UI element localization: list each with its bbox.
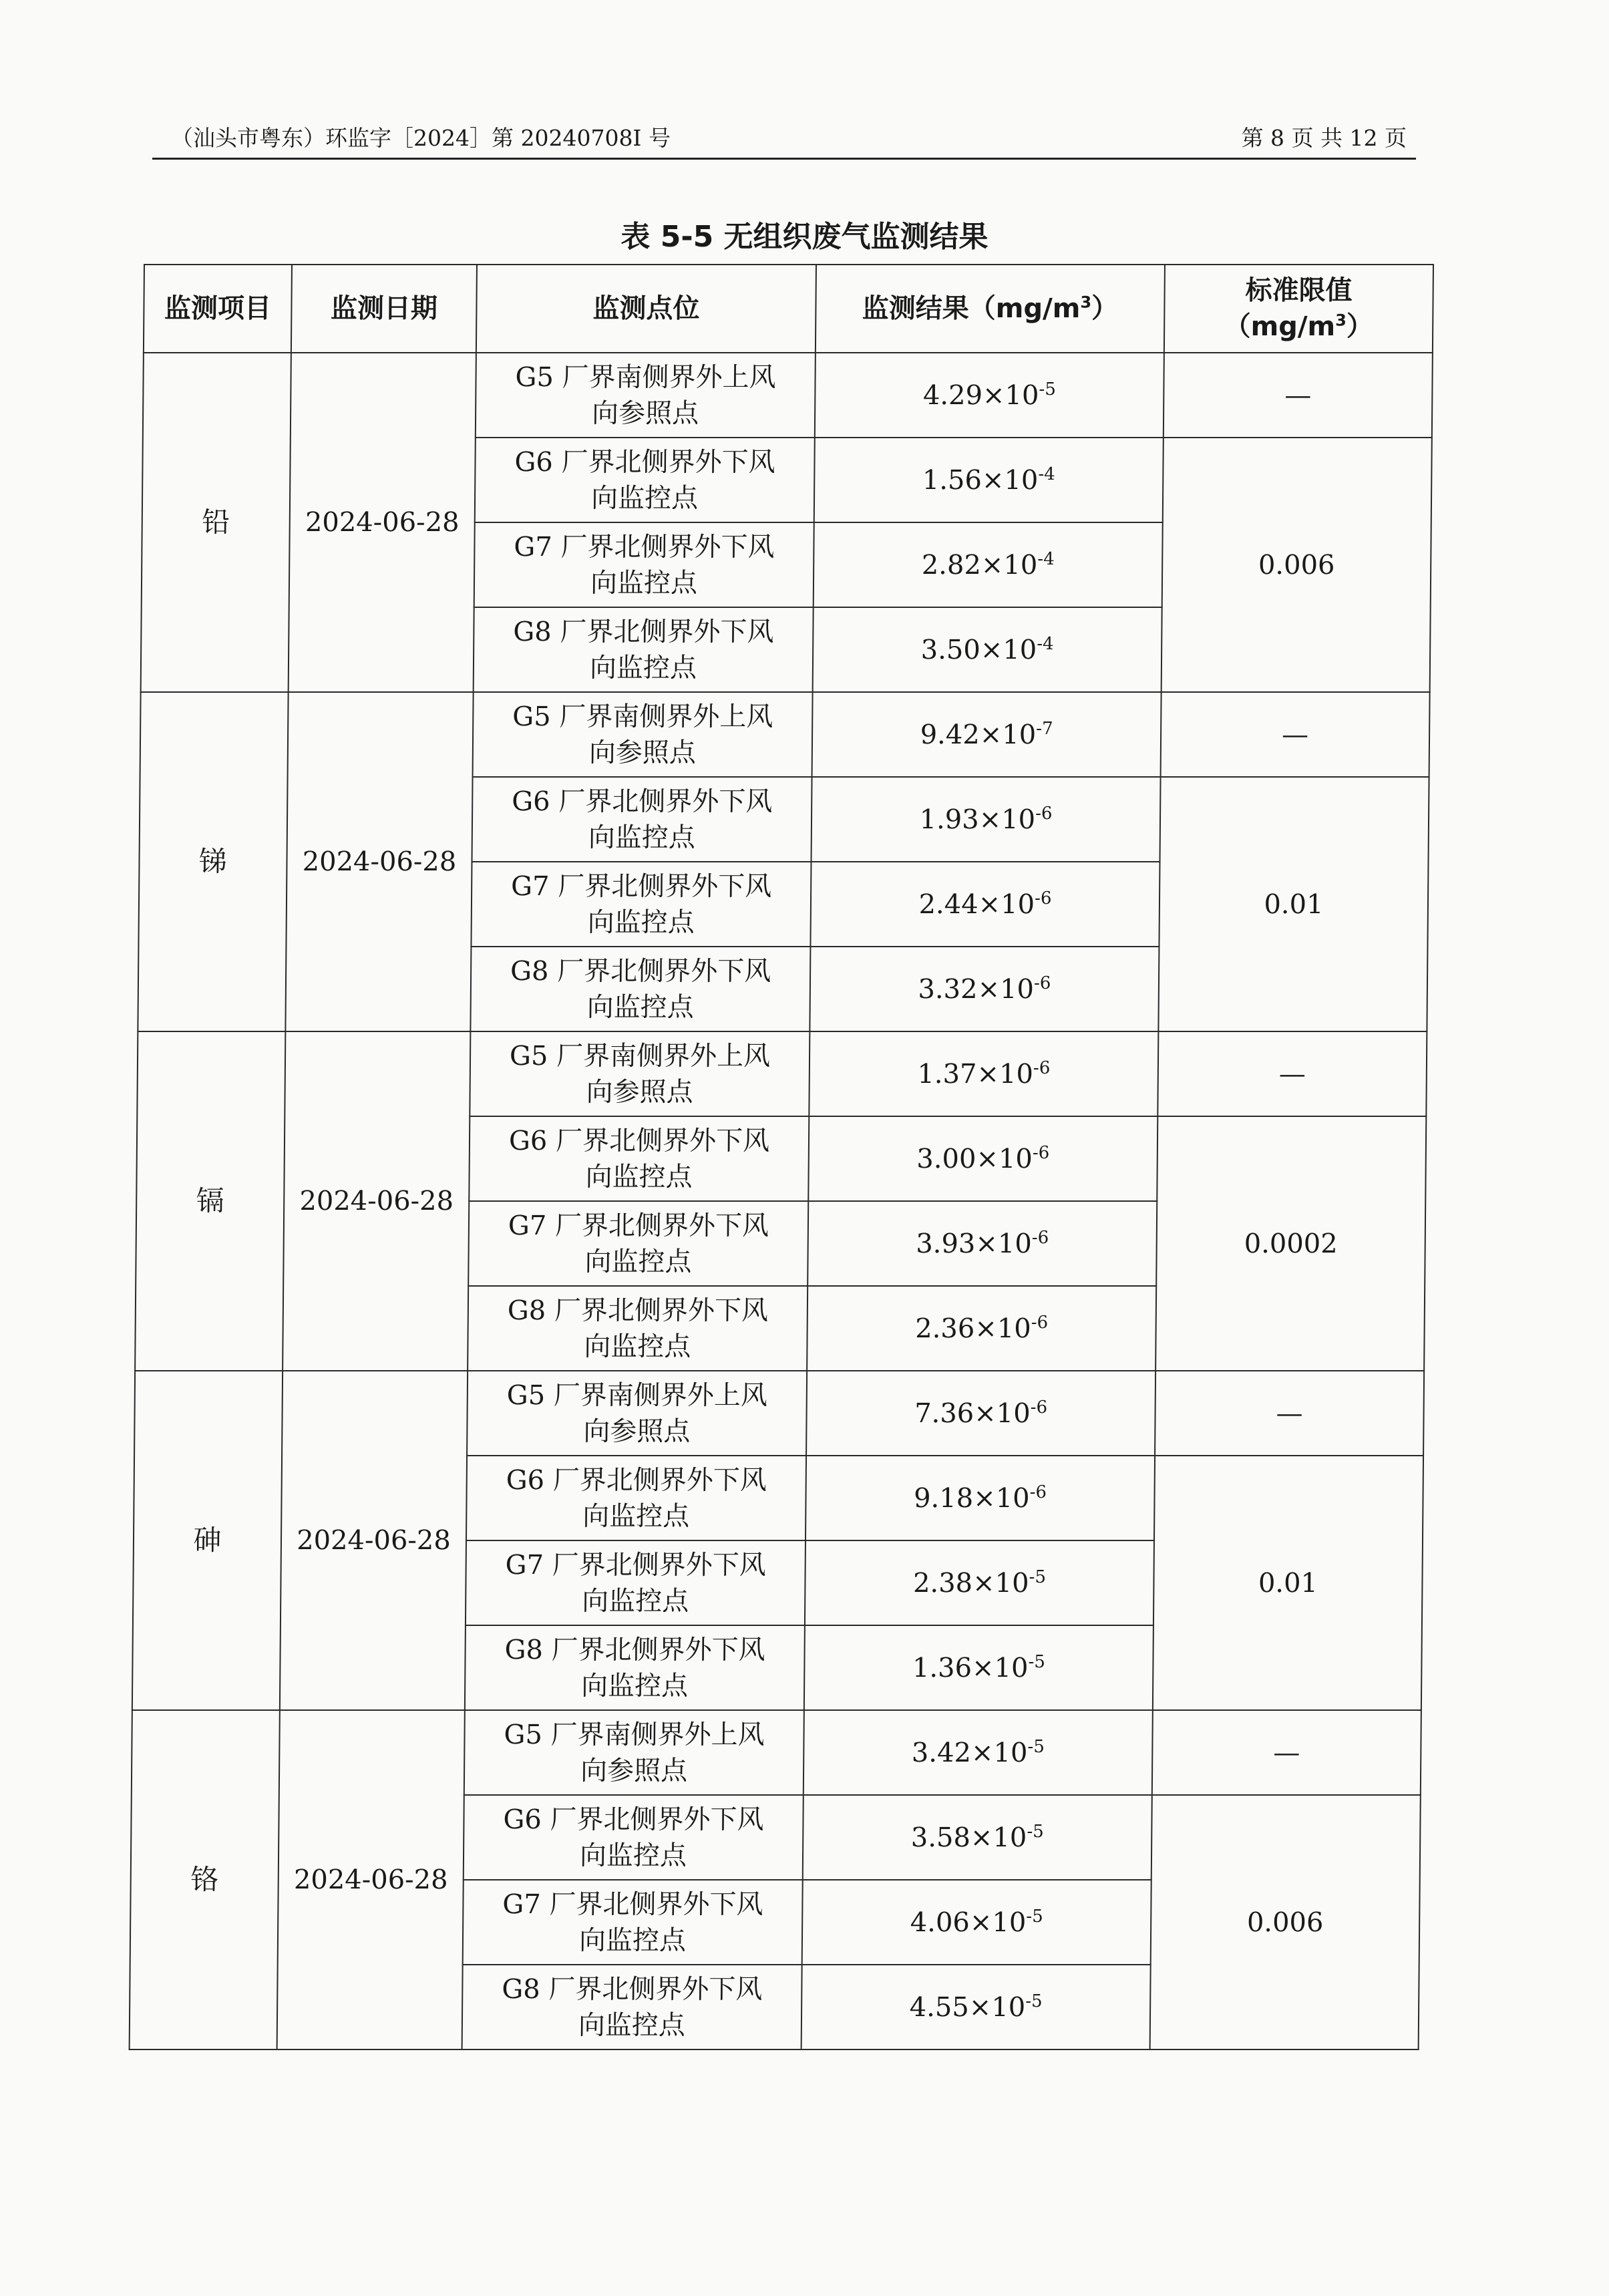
monitoring-site — [469, 1116, 809, 1201]
site-line-1: G8 厂界北侧界外下风 — [502, 1973, 763, 2005]
table-caption: 表 5-5 无组织废气监测结果 — [620, 220, 989, 254]
value-times-ten: ×10 — [971, 1652, 1029, 1683]
value-mantissa: 1.56 — [922, 464, 982, 496]
value-mantissa: 3.42 — [911, 1737, 972, 1768]
site-line-1: G7 厂界北侧界外下风 — [508, 1210, 769, 1241]
value-exponent: -5 — [1028, 1651, 1046, 1672]
value-exponent: -6 — [1033, 1057, 1051, 1078]
monitoring-value — [801, 1965, 1151, 2049]
monitoring-value — [814, 522, 1163, 607]
site-line-1: G5 厂界南侧界外上风 — [509, 1040, 771, 1072]
site-line-2: 向监控点 — [590, 567, 698, 599]
site-line-2: 向参照点 — [591, 397, 699, 429]
value-mantissa: 2.82 — [921, 549, 982, 581]
monitoring-value — [813, 607, 1162, 692]
value-exponent: -4 — [1037, 548, 1055, 569]
value-exponent: -4 — [1038, 464, 1055, 484]
reference-limit: — — [1164, 353, 1433, 438]
value-times-ten: ×10 — [968, 1991, 1026, 2023]
value-mantissa: 4.06 — [910, 1907, 970, 1938]
header-limit-close: ） — [1346, 311, 1374, 342]
monitoring-site — [468, 1286, 808, 1371]
monitoring-value — [806, 1371, 1155, 1456]
site-line-2: 向监控点 — [589, 652, 697, 683]
site-line-1: G8 厂界北侧界外下风 — [510, 955, 771, 987]
monitoring-site — [475, 438, 815, 522]
site-line-1: G7 厂界北侧界外下风 — [502, 1889, 763, 1920]
standard-limit: 0.01 — [1158, 777, 1429, 1031]
table-row — [137, 1031, 1427, 1116]
header-limit-cube: 3 — [1335, 311, 1347, 330]
monitoring-item: 锑 — [138, 692, 288, 1031]
value-mantissa: 3.93 — [916, 1228, 976, 1259]
table-row — [134, 1371, 1424, 1456]
monitoring-site — [466, 1456, 806, 1540]
monitoring-value — [809, 1031, 1158, 1116]
value-mantissa: 2.38 — [912, 1567, 973, 1599]
site-line-1: G5 厂界南侧界外上风 — [504, 1719, 765, 1750]
site-line-2: 向监控点 — [579, 1840, 687, 1871]
value-mantissa: 2.44 — [918, 888, 978, 920]
monitoring-site — [470, 1031, 810, 1116]
value-exponent: -5 — [1026, 1906, 1043, 1927]
report-number: （汕头市粤东）环监字［2024］第 20240708I 号 — [171, 125, 671, 151]
site-line-2: 向监控点 — [588, 822, 696, 853]
value-exponent: -5 — [1027, 1821, 1044, 1842]
site-line-1: G6 厂界北侧界外下风 — [506, 1464, 767, 1496]
value-times-ten: ×10 — [981, 464, 1039, 496]
value-times-ten: ×10 — [975, 1228, 1032, 1259]
value-times-ten: ×10 — [972, 1567, 1029, 1599]
monitoring-site — [463, 1880, 803, 1965]
value-times-ten: ×10 — [974, 1398, 1031, 1429]
monitoring-value — [815, 353, 1164, 438]
monitoring-site — [468, 1201, 808, 1286]
monitoring-site — [462, 1965, 802, 2049]
value-exponent: -6 — [1032, 1142, 1050, 1163]
value-times-ten: ×10 — [976, 1143, 1033, 1174]
site-line-2: 向监控点 — [584, 1331, 691, 1362]
table-header-row — [144, 265, 1433, 353]
value-times-ten: ×10 — [977, 973, 1035, 1005]
monitoring-value — [805, 1540, 1154, 1625]
standard-limit: 0.01 — [1153, 1456, 1423, 1710]
monitoring-site — [474, 522, 814, 607]
monitoring-value — [808, 1201, 1157, 1286]
value-times-ten: ×10 — [969, 1907, 1027, 1938]
site-line-2: 向监控点 — [582, 1500, 690, 1532]
value-exponent: -5 — [1039, 379, 1056, 399]
value-times-ten: ×10 — [980, 634, 1037, 665]
page-header — [152, 119, 1416, 160]
value-times-ten: ×10 — [976, 1058, 1034, 1090]
site-line-1: G7 厂界北侧界外下风 — [514, 531, 775, 562]
table-body — [130, 353, 1433, 2049]
value-mantissa: 4.55 — [909, 1991, 969, 2023]
header-site: 监测点位 — [476, 265, 816, 353]
value-exponent: -6 — [1034, 888, 1052, 909]
header-limit-label: 标准限值 — [1245, 275, 1353, 306]
value-exponent: -5 — [1025, 1991, 1043, 2011]
value-exponent: -6 — [1035, 803, 1053, 824]
value-mantissa: 1.93 — [919, 804, 979, 835]
header-item: 监测项目 — [144, 265, 292, 353]
site-line-2: 向监控点 — [582, 1585, 689, 1617]
value-exponent: -4 — [1037, 633, 1054, 654]
site-line-2: 向参照点 — [580, 1755, 688, 1786]
monitoring-value — [803, 1710, 1153, 1795]
site-line-1: G7 厂界北侧界外下风 — [505, 1549, 766, 1581]
site-line-2: 向参照点 — [586, 1076, 693, 1108]
header-limit — [1164, 265, 1433, 353]
monitoring-date: 2024-06-28 — [277, 1710, 465, 2049]
monitoring-value — [806, 1456, 1155, 1540]
header-result-label: 监测结果（mg/m — [862, 293, 1081, 324]
value-times-ten: ×10 — [974, 1313, 1031, 1344]
monitoring-site — [464, 1710, 804, 1795]
site-line-2: 向参照点 — [583, 1416, 691, 1447]
value-exponent: -5 — [1029, 1567, 1047, 1587]
site-line-1: G5 厂界南侧界外上风 — [515, 361, 776, 393]
site-line-2: 向监控点 — [580, 1670, 689, 1701]
site-line-1: G7 厂界北侧界外下风 — [510, 870, 772, 902]
value-exponent: -6 — [1029, 1482, 1047, 1502]
monitoring-value — [814, 438, 1164, 522]
monitoring-value — [807, 1286, 1156, 1371]
value-exponent: -5 — [1027, 1736, 1045, 1757]
header-result-close: ） — [1091, 293, 1119, 324]
value-mantissa: 3.58 — [910, 1822, 971, 1853]
value-mantissa: 9.42 — [920, 719, 980, 750]
value-exponent: -6 — [1031, 1312, 1049, 1333]
value-mantissa: 2.36 — [915, 1313, 975, 1344]
value-times-ten: ×10 — [970, 1822, 1027, 1853]
site-line-1: G5 厂界南侧界外上风 — [512, 701, 773, 732]
header-date: 监测日期 — [291, 265, 477, 353]
table-row — [132, 1710, 1421, 1795]
monitoring-value — [808, 1116, 1157, 1201]
monitoring-date: 2024-06-28 — [289, 353, 476, 692]
monitoring-site — [471, 862, 811, 947]
monitoring-value — [810, 947, 1159, 1031]
site-line-2: 向监控点 — [590, 482, 699, 514]
value-exponent: -7 — [1036, 718, 1053, 739]
header-result-cube: 3 — [1080, 293, 1092, 312]
site-line-1: G8 厂界北侧界外下风 — [513, 616, 774, 647]
standard-limit: 0.006 — [1161, 438, 1432, 692]
page-number: 第 8 页 共 12 页 — [1241, 125, 1407, 151]
site-line-1: G6 厂界北侧界外下风 — [512, 786, 773, 817]
value-exponent: -6 — [1031, 1227, 1049, 1248]
site-line-2: 向监控点 — [585, 1161, 693, 1192]
header-result — [816, 265, 1165, 353]
monitoring-date: 2024-06-28 — [280, 1371, 468, 1710]
site-line-1: G6 厂界北侧界外下风 — [508, 1125, 770, 1156]
value-mantissa: 7.36 — [914, 1398, 974, 1429]
monitoring-value — [803, 1795, 1152, 1880]
monitoring-date: 2024-06-28 — [283, 1031, 470, 1371]
monitoring-item: 铬 — [130, 1710, 280, 2049]
reference-limit: — — [1152, 1710, 1421, 1795]
value-times-ten: ×10 — [978, 888, 1035, 920]
monitoring-site — [472, 777, 812, 862]
monitoring-value — [802, 1880, 1151, 1965]
value-times-ten: ×10 — [982, 379, 1039, 411]
standard-limit: 0.006 — [1150, 1795, 1421, 2049]
monitoring-site — [473, 692, 813, 777]
table-row — [140, 692, 1430, 777]
site-line-2: 向监控点 — [587, 907, 695, 938]
monitoring-value — [804, 1625, 1153, 1710]
monitoring-item: 镉 — [135, 1031, 285, 1371]
value-mantissa: 4.29 — [922, 379, 983, 411]
reference-limit: — — [1157, 1031, 1427, 1116]
value-times-ten: ×10 — [978, 804, 1036, 835]
monitoring-value — [812, 777, 1161, 862]
value-mantissa: 1.36 — [912, 1652, 972, 1683]
value-exponent: -6 — [1033, 973, 1051, 993]
monitoring-site — [474, 607, 814, 692]
site-line-2: 向监控点 — [578, 1925, 687, 1956]
table-row — [143, 353, 1433, 438]
monitoring-value — [812, 692, 1161, 777]
value-mantissa: 9.18 — [913, 1482, 974, 1514]
site-line-2: 向监控点 — [578, 2009, 686, 2041]
monitoring-site — [464, 1795, 803, 1880]
value-times-ten: ×10 — [970, 1737, 1028, 1768]
site-line-1: G5 厂界南侧界外上风 — [506, 1379, 768, 1411]
value-times-ten: ×10 — [972, 1482, 1030, 1514]
value-mantissa: 3.50 — [920, 634, 981, 665]
site-line-1: G6 厂界北侧界外下风 — [503, 1804, 764, 1835]
value-mantissa: 3.32 — [918, 973, 978, 1005]
reference-limit: — — [1155, 1371, 1424, 1456]
monitoring-site — [466, 1540, 806, 1625]
monitoring-site — [470, 947, 810, 1031]
monitoring-date: 2024-06-28 — [285, 692, 473, 1031]
header-limit-unit: （mg/m — [1224, 311, 1336, 342]
value-times-ten: ×10 — [980, 549, 1038, 581]
monitoring-item: 铅 — [141, 353, 291, 692]
monitoring-value — [810, 862, 1159, 947]
monitoring-site — [467, 1371, 807, 1456]
site-line-2: 向监控点 — [586, 991, 694, 1023]
site-line-1: G6 厂界北侧界外下风 — [514, 446, 775, 478]
monitoring-results-table — [129, 264, 1434, 2050]
site-line-2: 向监控点 — [584, 1246, 692, 1277]
monitoring-site — [476, 353, 816, 438]
site-line-1: G8 厂界北侧界外下风 — [507, 1295, 769, 1326]
reference-limit: — — [1161, 692, 1430, 777]
value-times-ten: ×10 — [979, 719, 1037, 750]
standard-limit: 0.0002 — [1155, 1116, 1426, 1371]
value-exponent: -6 — [1030, 1397, 1048, 1418]
site-line-1: G8 厂界北侧界外下风 — [504, 1634, 765, 1665]
site-line-2: 向参照点 — [588, 737, 697, 768]
monitoring-item: 砷 — [132, 1371, 283, 1710]
value-mantissa: 1.37 — [917, 1058, 977, 1090]
monitoring-site — [465, 1625, 805, 1710]
value-mantissa: 3.00 — [916, 1143, 976, 1174]
